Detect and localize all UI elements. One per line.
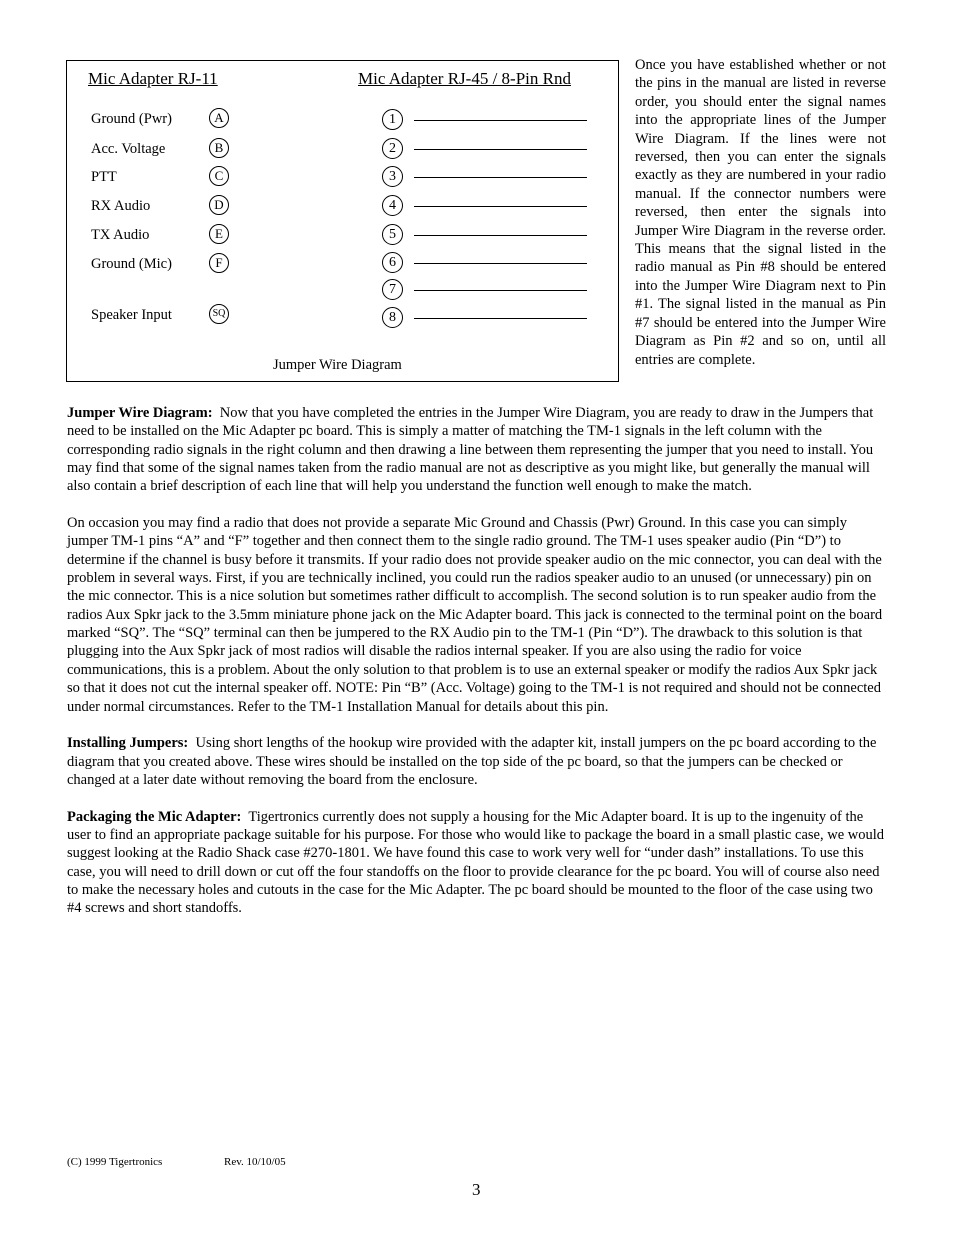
signal-entry-line bbox=[414, 235, 587, 236]
paragraph-jumper-wire-diagram bbox=[67, 404, 887, 496]
paragraph-heading: Packaging the Mic Adapter: bbox=[67, 808, 242, 825]
paragraph-packaging bbox=[67, 808, 887, 918]
diagram-title: Jumper Wire Diagram bbox=[273, 357, 402, 373]
signal-label: Acc. Voltage bbox=[91, 141, 166, 157]
signal-label: Ground (Pwr) bbox=[91, 111, 172, 127]
jumper-wire-diagram bbox=[66, 60, 619, 382]
pin-number-circle: 4 bbox=[382, 195, 403, 216]
paragraph-text: Now that you have completed the entries in the Jumper Wire Diagram, you are ready to draw in the Jumpers that need to be installed on the Mic Adapter pc board. This is simply a matter of matching the TM-1 signals in the left column with the corresponding radio signals in the right column and then drawing a line between them representing the jumper that you need to install. You may find that some of the signal names taken from the radio manual are not as descriptive as you might like, but generally the manual will also contain a brief description of each line that will help you understand the function well enough to make the match. bbox=[67, 405, 874, 495]
pin-letter-circle: B bbox=[209, 138, 229, 158]
signal-entry-line bbox=[414, 263, 587, 264]
page-number: 3 bbox=[472, 1180, 481, 1199]
paragraph-text: Tigertronics currently does not supply a housing for the Mic Adapter board. It is up to the ingenuity of the user to find an appropriate package suitable for his purpose. For those who would like to package the board in a small plastic case, we would suggest looking at the Radio Shack case #270-1801. We have found this case to work very well for “under dash” installations. To use this case, you will need to drill down or cut off the four standoffs on the floor to provide clearance for the pc board. You will of course also need to make the necessary holes and cutouts in the case for the Mic Adapter. The pc board should be mounted to the floor of the case using two #4 screws and short standoffs. bbox=[67, 808, 885, 917]
pin-number-circle: 5 bbox=[382, 224, 403, 245]
paragraph-text: Using short lengths of the hookup wire provided with the adapter kit, install jumpers on the pc board according to the diagram that you created above. These wires should be installed on the top side of the pc board, so that the jumpers can be checked or changed at a later date without removing the board from the enclosure. bbox=[67, 735, 877, 788]
signal-label: PTT bbox=[91, 169, 117, 185]
rj45-heading: Mic Adapter RJ-45 / 8-Pin Rnd bbox=[358, 69, 571, 88]
pin-letter-circle: C bbox=[209, 166, 229, 186]
pin-number-circle: 6 bbox=[382, 252, 403, 273]
pin-letter-circle: F bbox=[209, 253, 229, 273]
pin-number-circle: 2 bbox=[382, 138, 403, 159]
signal-label: TX Audio bbox=[91, 227, 150, 243]
paragraph-installing-jumpers bbox=[67, 734, 887, 789]
pin-number-circle: 1 bbox=[382, 109, 403, 130]
pin-letter-circle: A bbox=[209, 108, 229, 128]
signal-entry-line bbox=[414, 290, 587, 291]
paragraph-ground-and-speaker bbox=[67, 514, 887, 716]
pin-letter-circle: D bbox=[209, 195, 229, 215]
pin-letter-circle: SQ bbox=[209, 304, 229, 324]
copyright-notice: (C) 1999 Tigertronics bbox=[67, 1156, 163, 1168]
revision-date: Rev. 10/10/05 bbox=[224, 1156, 286, 1168]
signal-entry-line bbox=[414, 318, 587, 319]
rj11-heading: Mic Adapter RJ-11 bbox=[88, 69, 218, 88]
signal-label: Ground (Mic) bbox=[91, 256, 172, 272]
pin-number-circle: 8 bbox=[382, 307, 403, 328]
side-paragraph: Once you have established whether or not the pins in the manual are listed in reverse order, you should enter the signal names into the appropriate lines of the Jumper Wire Diagram. If the lines were not reversed, then you can enter the signals exactly as they are numbered in your radio manual. If the connector numbers were reversed, then enter the signals into Jumper Wire Diagram in the reverse order. This means that the signal listed in the radio manual as Pin #8 should be entered into the Jumper Wire Diagram next to Pin #1. The signal listed in the manual as Pin #7 should be entered into the Jumper Wire Diagram as Pin #2 and so on, until all entries are complete. bbox=[635, 57, 886, 368]
signal-label: RX Audio bbox=[91, 198, 151, 214]
signal-entry-line bbox=[414, 120, 587, 121]
footer bbox=[67, 1156, 286, 1168]
paragraph-heading: Jumper Wire Diagram: bbox=[67, 405, 213, 421]
paragraph-heading: Installing Jumpers: bbox=[67, 735, 189, 752]
signal-entry-line bbox=[414, 206, 587, 207]
paragraph-text: On occasion you may find a radio that does not provide a separate Mic Ground and Chassis (Pwr) Ground. In this case you can simply jumper TM-1 pins “A” and “F” together and then connect them to the single radio ground. The TM-1 uses speaker audio (Pin “D”) to determine if the channel is busy before it transmits. If your radio does not provide speaker audio on the mic connector, you can deal with the problem in several ways. First, if you are technically inclined, you could run the radios speaker audio to an unused (or unnecessary) pin on the mic connector. This is a nice solution but sometimes rather difficult to accomplish. The second solution is to run speaker audio from the radios Aux Spkr jack to the 3.5mm miniature phone jack on the Mic Adapter board. This jack is connected to the terminal point on the board marked “SQ”. The “SQ” terminal can then be jumpered to the RX Audio pin to the TM-1 (Pin “D”). The drawback to this solution is that plugging into the Aux Spkr jack of most radios will disable the radios internal speaker. If you are also using the radio for voice communications, this is a problem. About the only solution to that problem is to use an external speaker or modify the radios Aux Spkr jack so that it does not cut the internal speaker off. NOTE: Pin “B” (Acc. Voltage) going to the TM-1 is not required and should not be connected under normal circumstances. Refer to the TM-1 Installation Manual for details about this pin. bbox=[67, 515, 883, 715]
pin-number-circle: 7 bbox=[382, 279, 403, 300]
pin-letter-circle: E bbox=[209, 224, 229, 244]
pin-number-circle: 3 bbox=[382, 166, 403, 187]
signal-entry-line bbox=[414, 149, 587, 150]
signal-label: Speaker Input bbox=[91, 307, 172, 323]
signal-entry-line bbox=[414, 177, 587, 178]
body-text bbox=[67, 404, 887, 936]
